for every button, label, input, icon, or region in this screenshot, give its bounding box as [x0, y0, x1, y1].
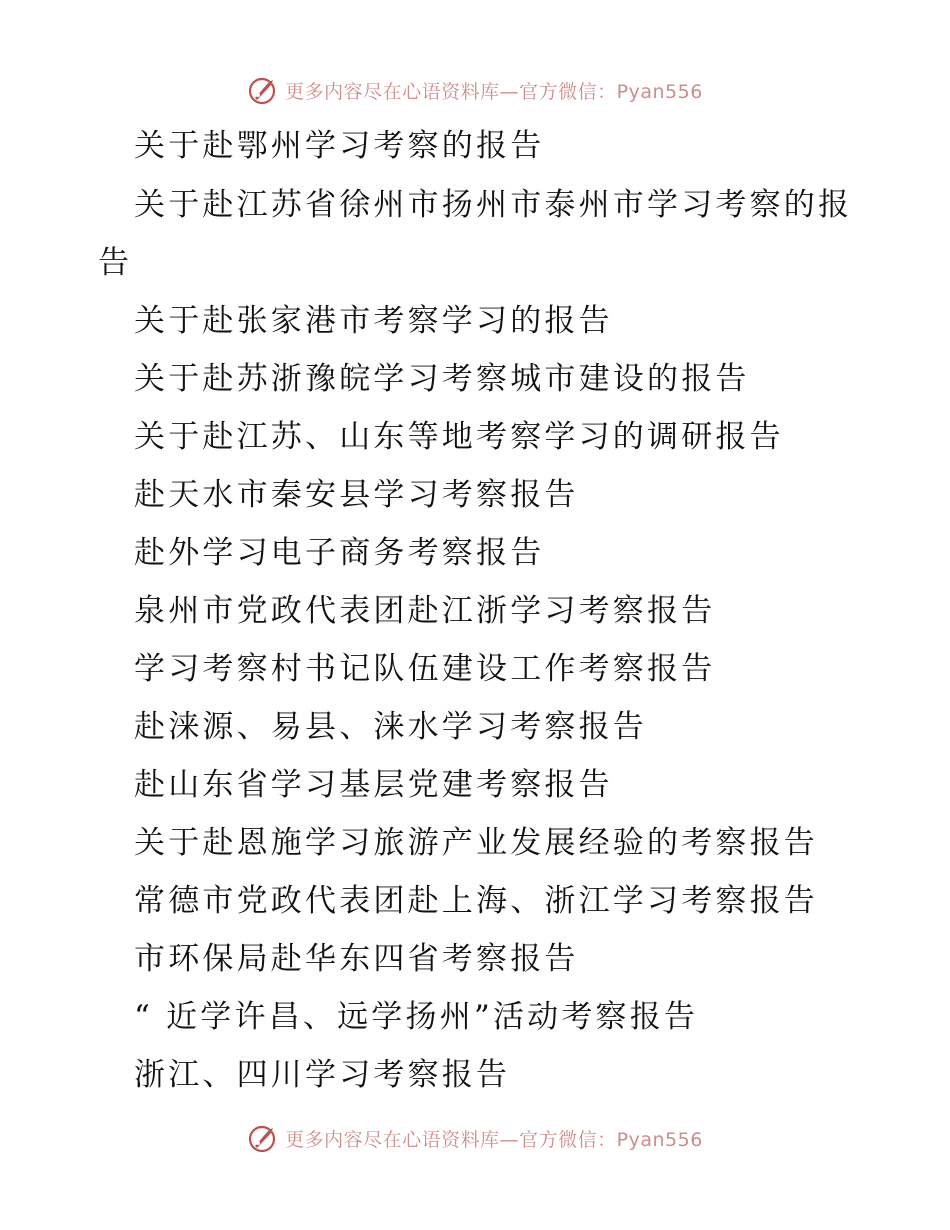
footer-watermark	[0, 1118, 950, 1158]
list-item: 常德市党政代表团赴上海、浙江学习考察报告	[134, 883, 818, 919]
list-item: 关于赴鄂州学习考察的报告	[134, 128, 545, 164]
pen-logo-icon	[247, 1122, 279, 1154]
list-item: “ 近学许昌、远学扬州”活动考察报告	[134, 999, 699, 1035]
list-item: 关于赴江苏、山东等地考察学习的调研报告	[134, 419, 784, 455]
list-item: 关于赴苏浙豫皖学习考察城市建设的报告	[134, 361, 750, 397]
list-item: 赴涞源、易县、涞水学习考察报告	[134, 709, 647, 745]
watermark-text: 更多内容尽在心语资料库—官方微信：Pyan556	[285, 80, 703, 103]
list-item: 关于赴张家港市考察学习的报告	[134, 303, 613, 339]
pen-logo-icon	[247, 74, 279, 106]
list-item: 赴山东省学习基层党建考察报告	[134, 767, 613, 803]
list-item: 关于赴江苏省徐州市扬州市泰州市学习考察的报	[134, 187, 853, 223]
list-item: 市环保局赴华东四省考察报告	[134, 941, 579, 977]
list-item: 告	[98, 245, 133, 281]
list-item: 关于赴恩施学习旅游产业发展经验的考察报告	[134, 825, 818, 861]
list-item: 浙江、四川学习考察报告	[134, 1057, 511, 1093]
list-item: 泉州市党政代表团赴江浙学习考察报告	[134, 593, 716, 629]
list-item: 赴外学习电子商务考察报告	[134, 535, 545, 571]
header-watermark	[0, 70, 950, 110]
list-item: 学习考察村书记队伍建设工作考察报告	[134, 651, 716, 687]
watermark-text: 更多内容尽在心语资料库—官方微信：Pyan556	[285, 1128, 703, 1151]
list-item: 赴天水市秦安县学习考察报告	[134, 477, 579, 513]
